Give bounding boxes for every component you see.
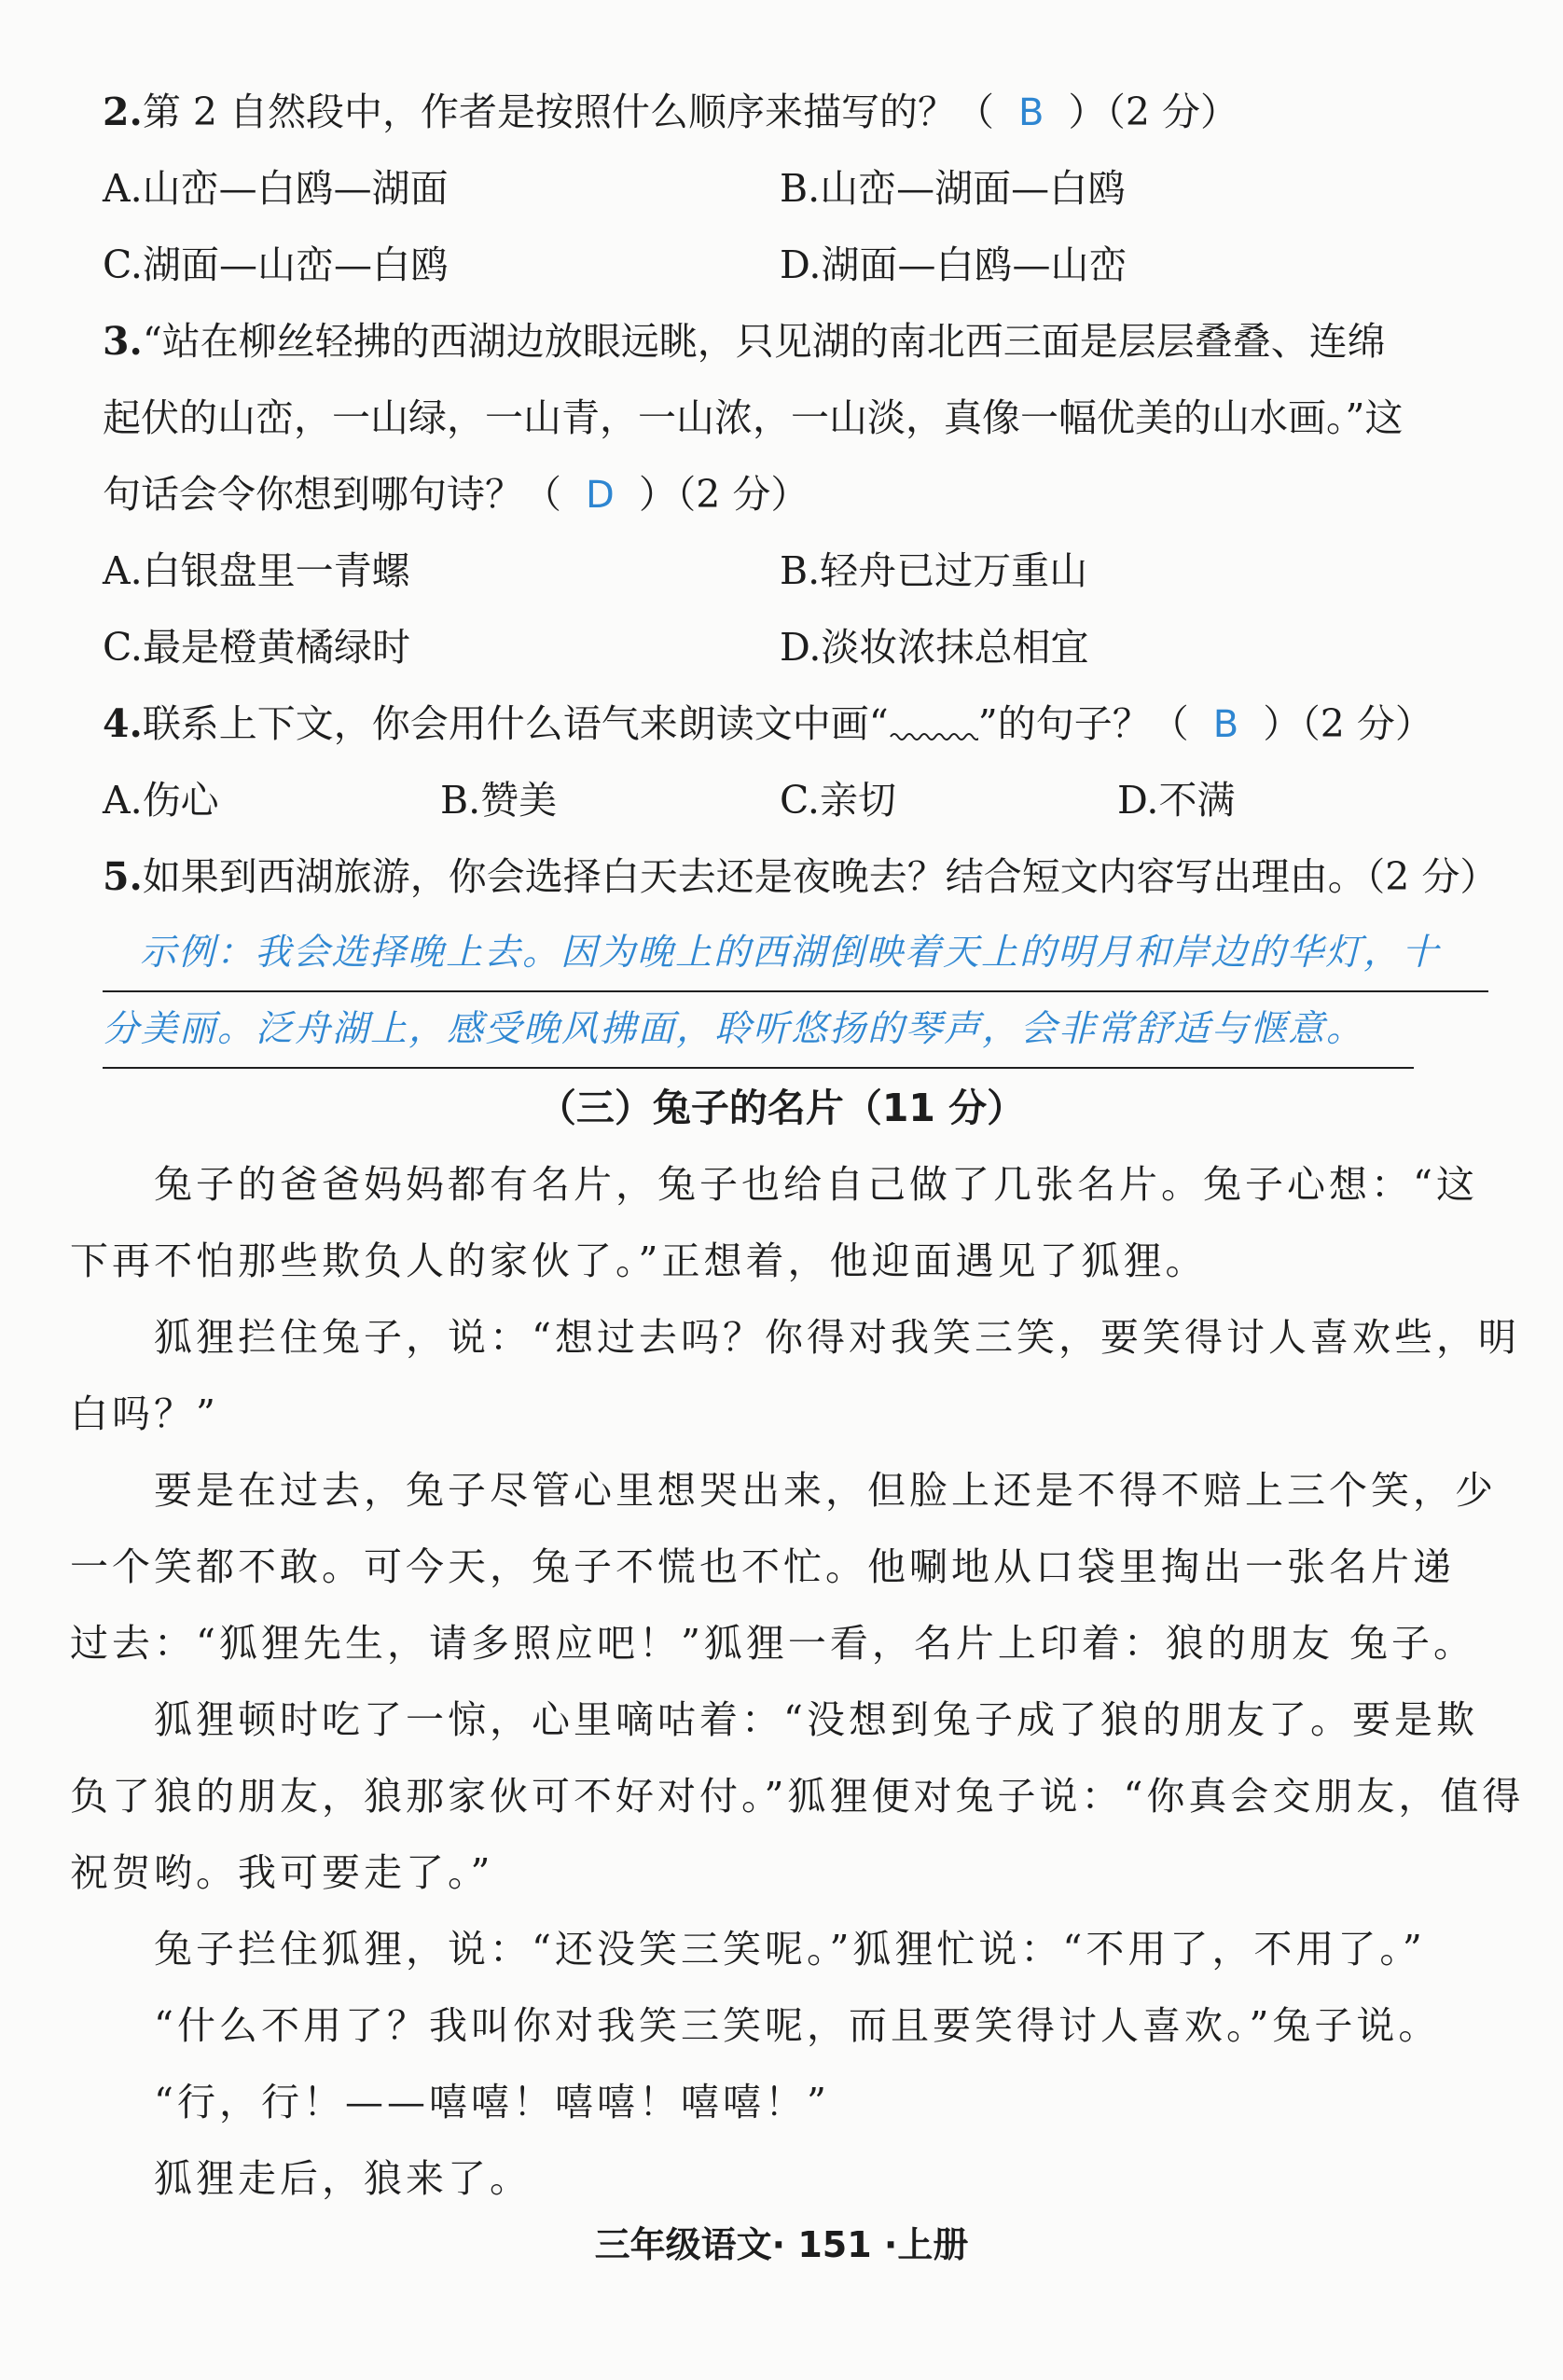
question-number: 3. — [103, 319, 143, 364]
answer-choice: B — [1017, 91, 1044, 134]
handwritten-answer-line-2: 分美丽。泛舟湖上，感受晚风拂面，聆听悠扬的琴声，会非常舒适与惬意。 — [103, 992, 1414, 1069]
story-line: 白吗？” — [70, 1391, 219, 1436]
question-text: 联系上下文，你会用什么语气来朗读文中画“ — [142, 701, 889, 746]
wavy-underline-mark — [889, 709, 978, 746]
option-c: C.湖面—山峦—白鸥 — [103, 242, 449, 287]
page-footer: 三年级语文· 151 ·上册 — [594, 2224, 969, 2265]
option-a: A.山峦—白鸥—湖面 — [103, 166, 449, 211]
story-line: “行，行！——嘻嘻！嘻嘻！嘻嘻！” — [70, 2080, 830, 2124]
question-number: 2. — [103, 90, 143, 134]
option-c: C.亲切 — [780, 778, 896, 823]
story-line: 狐狸走后，狼来了。 — [70, 2156, 532, 2201]
story-line: 负了狼的朋友，狼那家伙可不好对付。”狐狸便对兔子说：“你真会交朋友，值得 — [70, 1774, 1525, 1819]
story-line: 兔子的爸爸妈妈都有名片，兔子也给自己做了几张名片。兔子心想：“这 — [70, 1162, 1478, 1207]
story-line: 兔子拦住狐狸，说：“还没笑三笑呢。”狐狸忙说：“不用了，不用了。” — [70, 1927, 1426, 1972]
story-line: 一个笑都不敢。可今天，兔子不慌也不忙。他唰地从口袋里掏出一张名片递 — [70, 1544, 1455, 1589]
question-4 — [103, 685, 1498, 762]
question-number: 5. — [103, 854, 143, 899]
option-d: D.不满 — [1117, 778, 1236, 823]
option-d: D.淡妆浓抹总相宜 — [780, 625, 1089, 670]
option-b: B.轻舟已过万重山 — [780, 548, 1088, 593]
story-line: 下再不怕那些欺负人的家伙了。”正想着，他迎面遇见了狐狸。 — [70, 1238, 1208, 1283]
question-2 — [103, 74, 1498, 150]
question-text: 如果到西湖旅游，你会选择白天去还是夜晚去？结合短文内容写出理由。（2 分） — [142, 854, 1499, 899]
question-3-line-3 — [103, 456, 1498, 533]
question-score: ）（2 分） — [1068, 90, 1239, 134]
question-3-line-2: 起伏的山峦，一山绿，一山青，一山浓，一山淡，真像一幅优美的山水画。”这 — [103, 395, 1404, 440]
question-text-after: ”的句子？（ — [977, 701, 1189, 746]
question-text: 第 2 自然段中，作者是按照什么顺序来描写的？（ — [142, 90, 994, 134]
story-line: 狐狸拦住兔子，说：“想过去吗？你得对我笑三笑，要笑得讨人喜欢些，明 — [70, 1315, 1520, 1360]
story-line: 祝贺哟。我可要走了。” — [70, 1850, 494, 1895]
option-c: C.最是橙黄橘绿时 — [103, 625, 410, 670]
question-text-line-1: “站在柳丝轻拂的西湖边放眼远眺，只见湖的南北西三面是层层叠叠、连绵 — [142, 319, 1386, 364]
handwritten-answer-line-1: 示例：我会选择晚上去。因为晚上的西湖倒映着天上的明月和岸边的华灯，十 — [103, 916, 1488, 992]
question-5 — [103, 838, 1498, 915]
answer-choice: D — [586, 474, 615, 517]
question-3 — [103, 303, 1498, 380]
story-line: 狐狸顿时吃了一惊，心里嘀咕着：“没想到兔子成了狼的朋友了。要是欺 — [70, 1697, 1478, 1742]
option-d: D.湖面—白鸥—山峦 — [780, 242, 1127, 287]
question-score: ）（2 分） — [638, 472, 809, 517]
story-line: “什么不用了？我叫你对我笑三笑呢，而且要笑得讨人喜欢。”兔子说。 — [70, 2003, 1441, 2048]
option-b: B.山峦—湖面—白鸥 — [780, 166, 1127, 211]
question-score: ）（2 分） — [1263, 701, 1433, 746]
story-line: 过去：“狐狸先生，请多照应吧！”狐狸一看，名片上印着：狼的朋友 兔子。 — [70, 1621, 1475, 1666]
option-b: B.赞美 — [440, 778, 558, 823]
option-a: A.白银盘里一青螺 — [103, 548, 410, 593]
section-title: （三）兔子的名片（11 分） — [537, 1086, 1026, 1130]
question-text-line-3: 句话会令你想到哪句诗？（ — [103, 472, 561, 517]
option-a: A.伤心 — [103, 778, 219, 823]
story-line: 要是在过去，兔子尽管心里想哭出来，但脸上还是不得不赔上三个笑，少 — [70, 1468, 1497, 1513]
question-number: 4. — [103, 701, 143, 746]
answer-choice: B — [1212, 703, 1239, 746]
